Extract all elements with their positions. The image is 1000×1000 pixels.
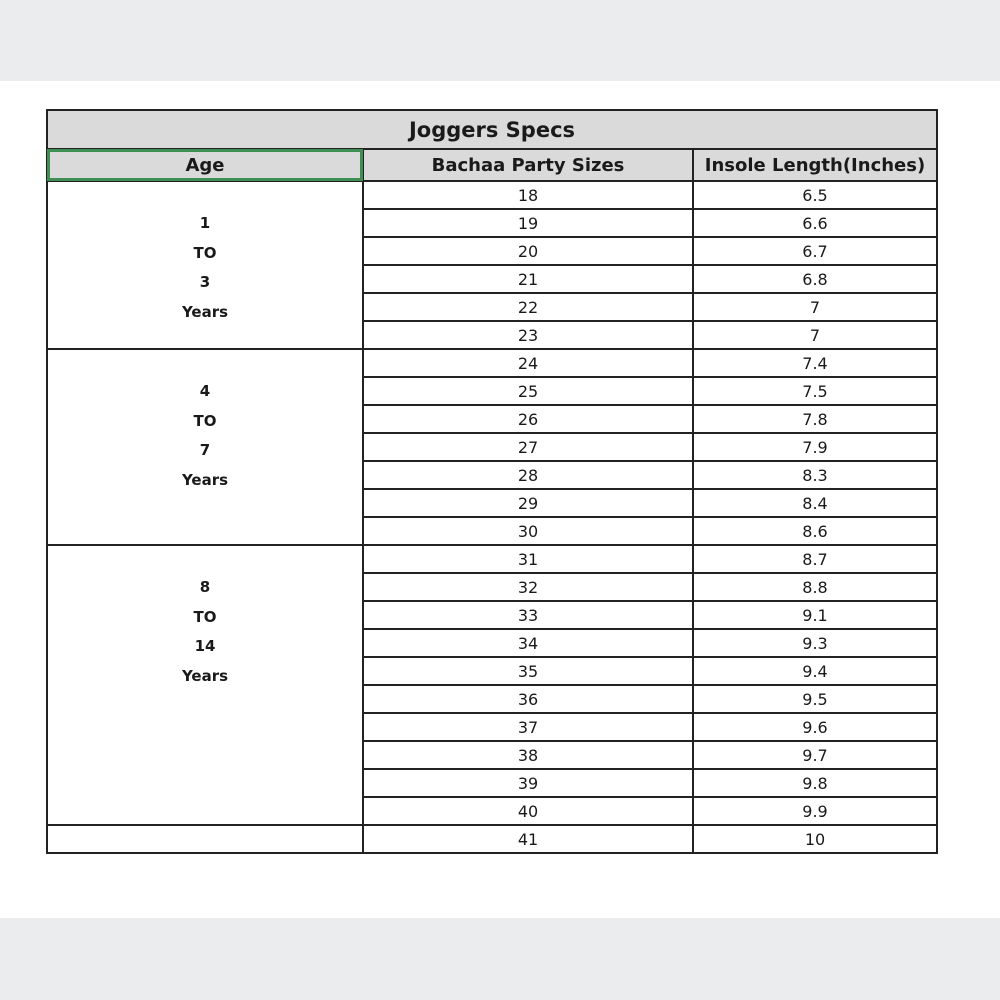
- insole-length-cell[interactable]: 7.9: [693, 433, 937, 461]
- insole-length-cell[interactable]: 6.8: [693, 265, 937, 293]
- insole-length-cell[interactable]: 9.7: [693, 741, 937, 769]
- age-range-text: Years: [181, 471, 229, 490]
- age-range-cell[interactable]: [47, 825, 363, 853]
- size-cell[interactable]: 20: [363, 237, 693, 265]
- age-range-cell[interactable]: [47, 349, 363, 545]
- size-cell[interactable]: 27: [363, 433, 693, 461]
- size-cell[interactable]: 24: [363, 349, 693, 377]
- size-cell[interactable]: 35: [363, 657, 693, 685]
- insole-length-cell[interactable]: 7.8: [693, 405, 937, 433]
- age-cell-spacer: [48, 546, 362, 573]
- size-cell[interactable]: 39: [363, 769, 693, 797]
- size-cell[interactable]: 41: [363, 825, 693, 853]
- age-range-text: Years: [181, 667, 229, 686]
- insole-length-cell[interactable]: 8.4: [693, 489, 937, 517]
- insole-length-cell[interactable]: 8.7: [693, 545, 937, 573]
- size-cell[interactable]: 31: [363, 545, 693, 573]
- insole-length-cell[interactable]: 7: [693, 321, 937, 349]
- age-range-text: TO: [193, 607, 217, 626]
- insole-length-cell[interactable]: 9.3: [693, 629, 937, 657]
- size-cell[interactable]: 34: [363, 629, 693, 657]
- size-cell[interactable]: 40: [363, 797, 693, 825]
- age-range-text: 7: [199, 441, 211, 460]
- size-cell[interactable]: 23: [363, 321, 693, 349]
- header-age[interactable]: Age: [47, 149, 363, 181]
- size-cell[interactable]: 29: [363, 489, 693, 517]
- table-row: [47, 181, 937, 209]
- age-range-text: 4: [199, 382, 211, 400]
- size-cell[interactable]: 22: [363, 293, 693, 321]
- joggers-specs-table: [46, 109, 938, 854]
- insole-length-cell[interactable]: 10: [693, 825, 937, 853]
- header-insole-length[interactable]: Insole Length(Inches): [693, 149, 937, 181]
- size-cell[interactable]: 30: [363, 517, 693, 545]
- insole-length-cell[interactable]: 7: [693, 293, 937, 321]
- insole-length-cell[interactable]: 8.6: [693, 517, 937, 545]
- size-cell[interactable]: 18: [363, 181, 693, 209]
- age-range-text: 1: [199, 214, 211, 232]
- insole-length-cell[interactable]: 9.5: [693, 685, 937, 713]
- age-range-text: TO: [193, 243, 217, 262]
- insole-length-cell[interactable]: 8.8: [693, 573, 937, 601]
- age-range-text: 3: [199, 273, 211, 292]
- size-cell[interactable]: 28: [363, 461, 693, 489]
- table-row: [47, 545, 937, 573]
- size-cell[interactable]: 38: [363, 741, 693, 769]
- insole-length-cell[interactable]: 6.5: [693, 181, 937, 209]
- insole-length-cell[interactable]: 9.9: [693, 797, 937, 825]
- size-cell[interactable]: 19: [363, 209, 693, 237]
- age-range-text: 8: [199, 578, 211, 596]
- size-cell[interactable]: 32: [363, 573, 693, 601]
- insole-length-cell[interactable]: 9.1: [693, 601, 937, 629]
- insole-length-cell[interactable]: 7.4: [693, 349, 937, 377]
- size-cell[interactable]: 25: [363, 377, 693, 405]
- insole-length-cell[interactable]: 6.7: [693, 237, 937, 265]
- table-body: [47, 181, 937, 853]
- age-range-text: TO: [193, 411, 217, 430]
- header-row: [47, 149, 937, 181]
- insole-length-cell[interactable]: 9.8: [693, 769, 937, 797]
- size-cell[interactable]: 21: [363, 265, 693, 293]
- table-row: [47, 349, 937, 377]
- insole-length-cell[interactable]: 6.6: [693, 209, 937, 237]
- insole-length-cell[interactable]: 7.5: [693, 377, 937, 405]
- size-cell[interactable]: 36: [363, 685, 693, 713]
- size-cell[interactable]: 26: [363, 405, 693, 433]
- age-range-cell[interactable]: [47, 545, 363, 825]
- age-cell-spacer: [48, 182, 362, 209]
- insole-length-cell[interactable]: 9.6: [693, 713, 937, 741]
- table-title[interactable]: Joggers Specs: [47, 110, 937, 149]
- age-range-text: Years: [181, 303, 229, 322]
- age-range-cell[interactable]: [47, 181, 363, 349]
- size-cell[interactable]: 37: [363, 713, 693, 741]
- age-cell-spacer: [48, 350, 362, 377]
- header-size[interactable]: Bachaa Party Sizes: [363, 149, 693, 181]
- insole-length-cell[interactable]: 8.3: [693, 461, 937, 489]
- insole-length-cell[interactable]: 9.4: [693, 657, 937, 685]
- size-cell[interactable]: 33: [363, 601, 693, 629]
- title-row: [47, 110, 937, 149]
- table-row: [47, 825, 937, 853]
- age-range-text: 14: [194, 637, 216, 656]
